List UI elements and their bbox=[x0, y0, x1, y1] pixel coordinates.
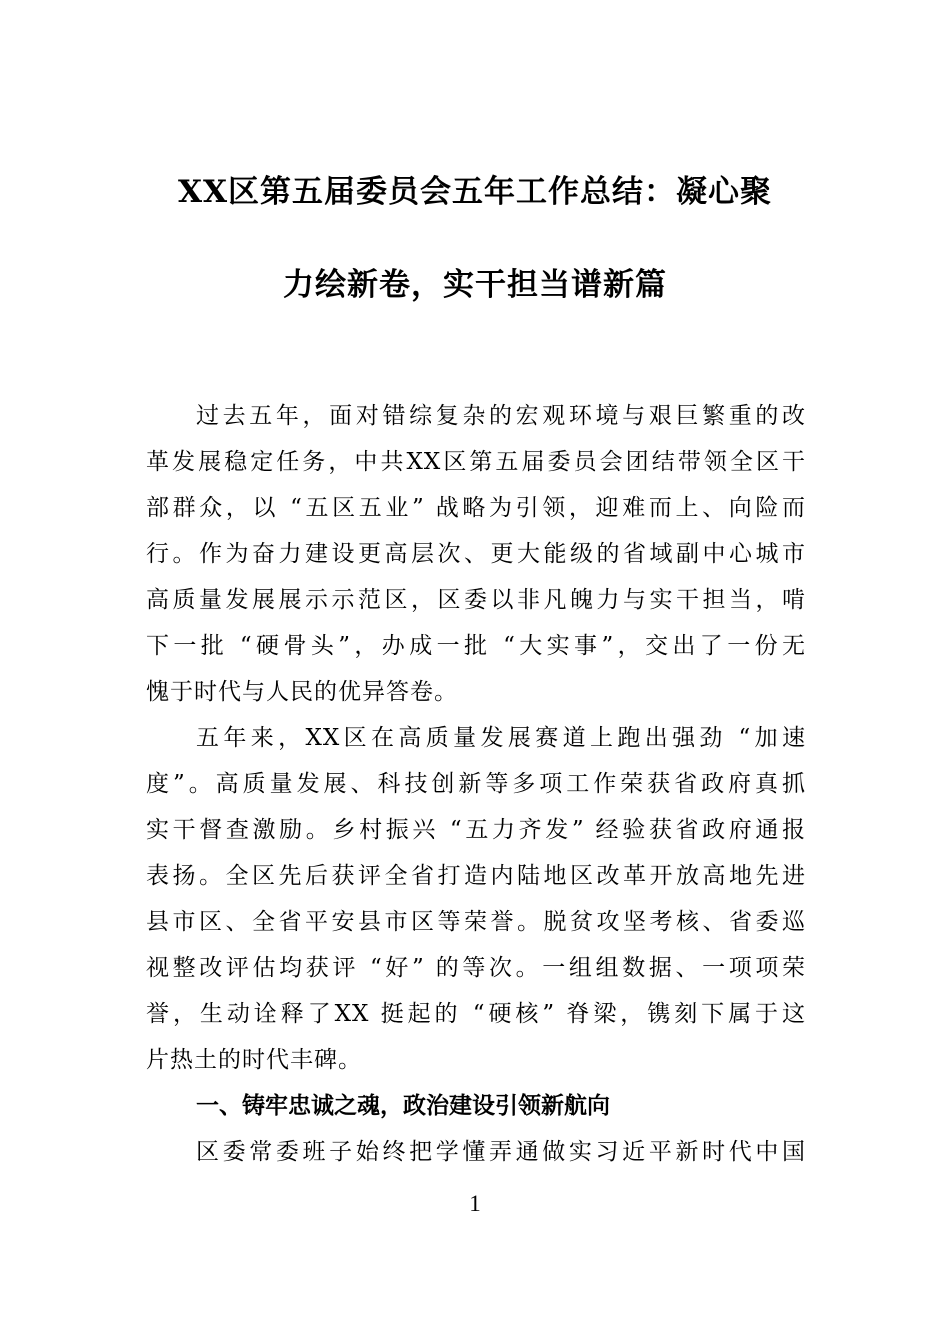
paragraph-2-line: 五年来，XX区在高质量发展赛道上跑出强劲 “加速 bbox=[196, 725, 806, 751]
paragraph-2-line: 表扬。全区先后获评全省打造内陆地区改革开放高地先进 bbox=[146, 863, 806, 889]
paragraph-1-line: 行。作为奋力建设更高层次、更大能级的省域副中心城市 bbox=[146, 541, 806, 567]
paragraph-2-line: 誉，生动诠释了XX 挺起的 “硬核” 脊梁，镌刻下属于这 bbox=[146, 1001, 806, 1027]
document-title-line-1: XX区第五届委员会五年工作总结：凝心聚 bbox=[177, 174, 773, 210]
paragraph-2-line: 视整改评估均获评 “好” 的等次。一组组数据、一项项荣 bbox=[146, 955, 806, 981]
paragraph-2-line: 县市区、全省平安县市区等荣誉。脱贫攻坚考核、省委巡 bbox=[146, 909, 806, 935]
paragraph-1-line: 愧于时代与人民的优异答卷。 bbox=[146, 679, 458, 705]
paragraph-1-line: 部群众，以 “五区五业” 战略为引领，迎难而上、向险而 bbox=[146, 495, 806, 521]
paragraph-3-line: 区委常委班子始终把学懂弄通做实习近平新时代中国 bbox=[196, 1139, 806, 1165]
paragraph-1-line: 过去五年，面对错综复杂的宏观环境与艰巨繁重的改 bbox=[196, 403, 806, 429]
paragraph-2-line: 实干督查激励。乡村振兴 “五力齐发” 经验获省政府通报 bbox=[146, 817, 806, 843]
paragraph-2-line: 度”。高质量发展、科技创新等多项工作荣获省政府真抓 bbox=[146, 771, 806, 797]
page-number: 1 bbox=[469, 1191, 481, 1216]
paragraph-1-line: 革发展稳定任务，中共XX区第五届委员会团结带领全区干 bbox=[146, 449, 806, 475]
paragraph-1-line: 下一批 “硬骨头”，办成一批 “大实事”，交出了一份无 bbox=[146, 633, 806, 659]
paragraph-2-line: 片热土的时代丰碑。 bbox=[146, 1047, 362, 1073]
paragraph-1-line: 高质量发展展示示范区，区委以非凡魄力与实干担当，啃 bbox=[146, 587, 806, 613]
section-heading: 一、铸牢忠诚之魂，政治建设引领新航向 bbox=[196, 1093, 610, 1119]
document-title-line-2: 力绘新卷，实干担当谱新篇 bbox=[283, 267, 667, 303]
